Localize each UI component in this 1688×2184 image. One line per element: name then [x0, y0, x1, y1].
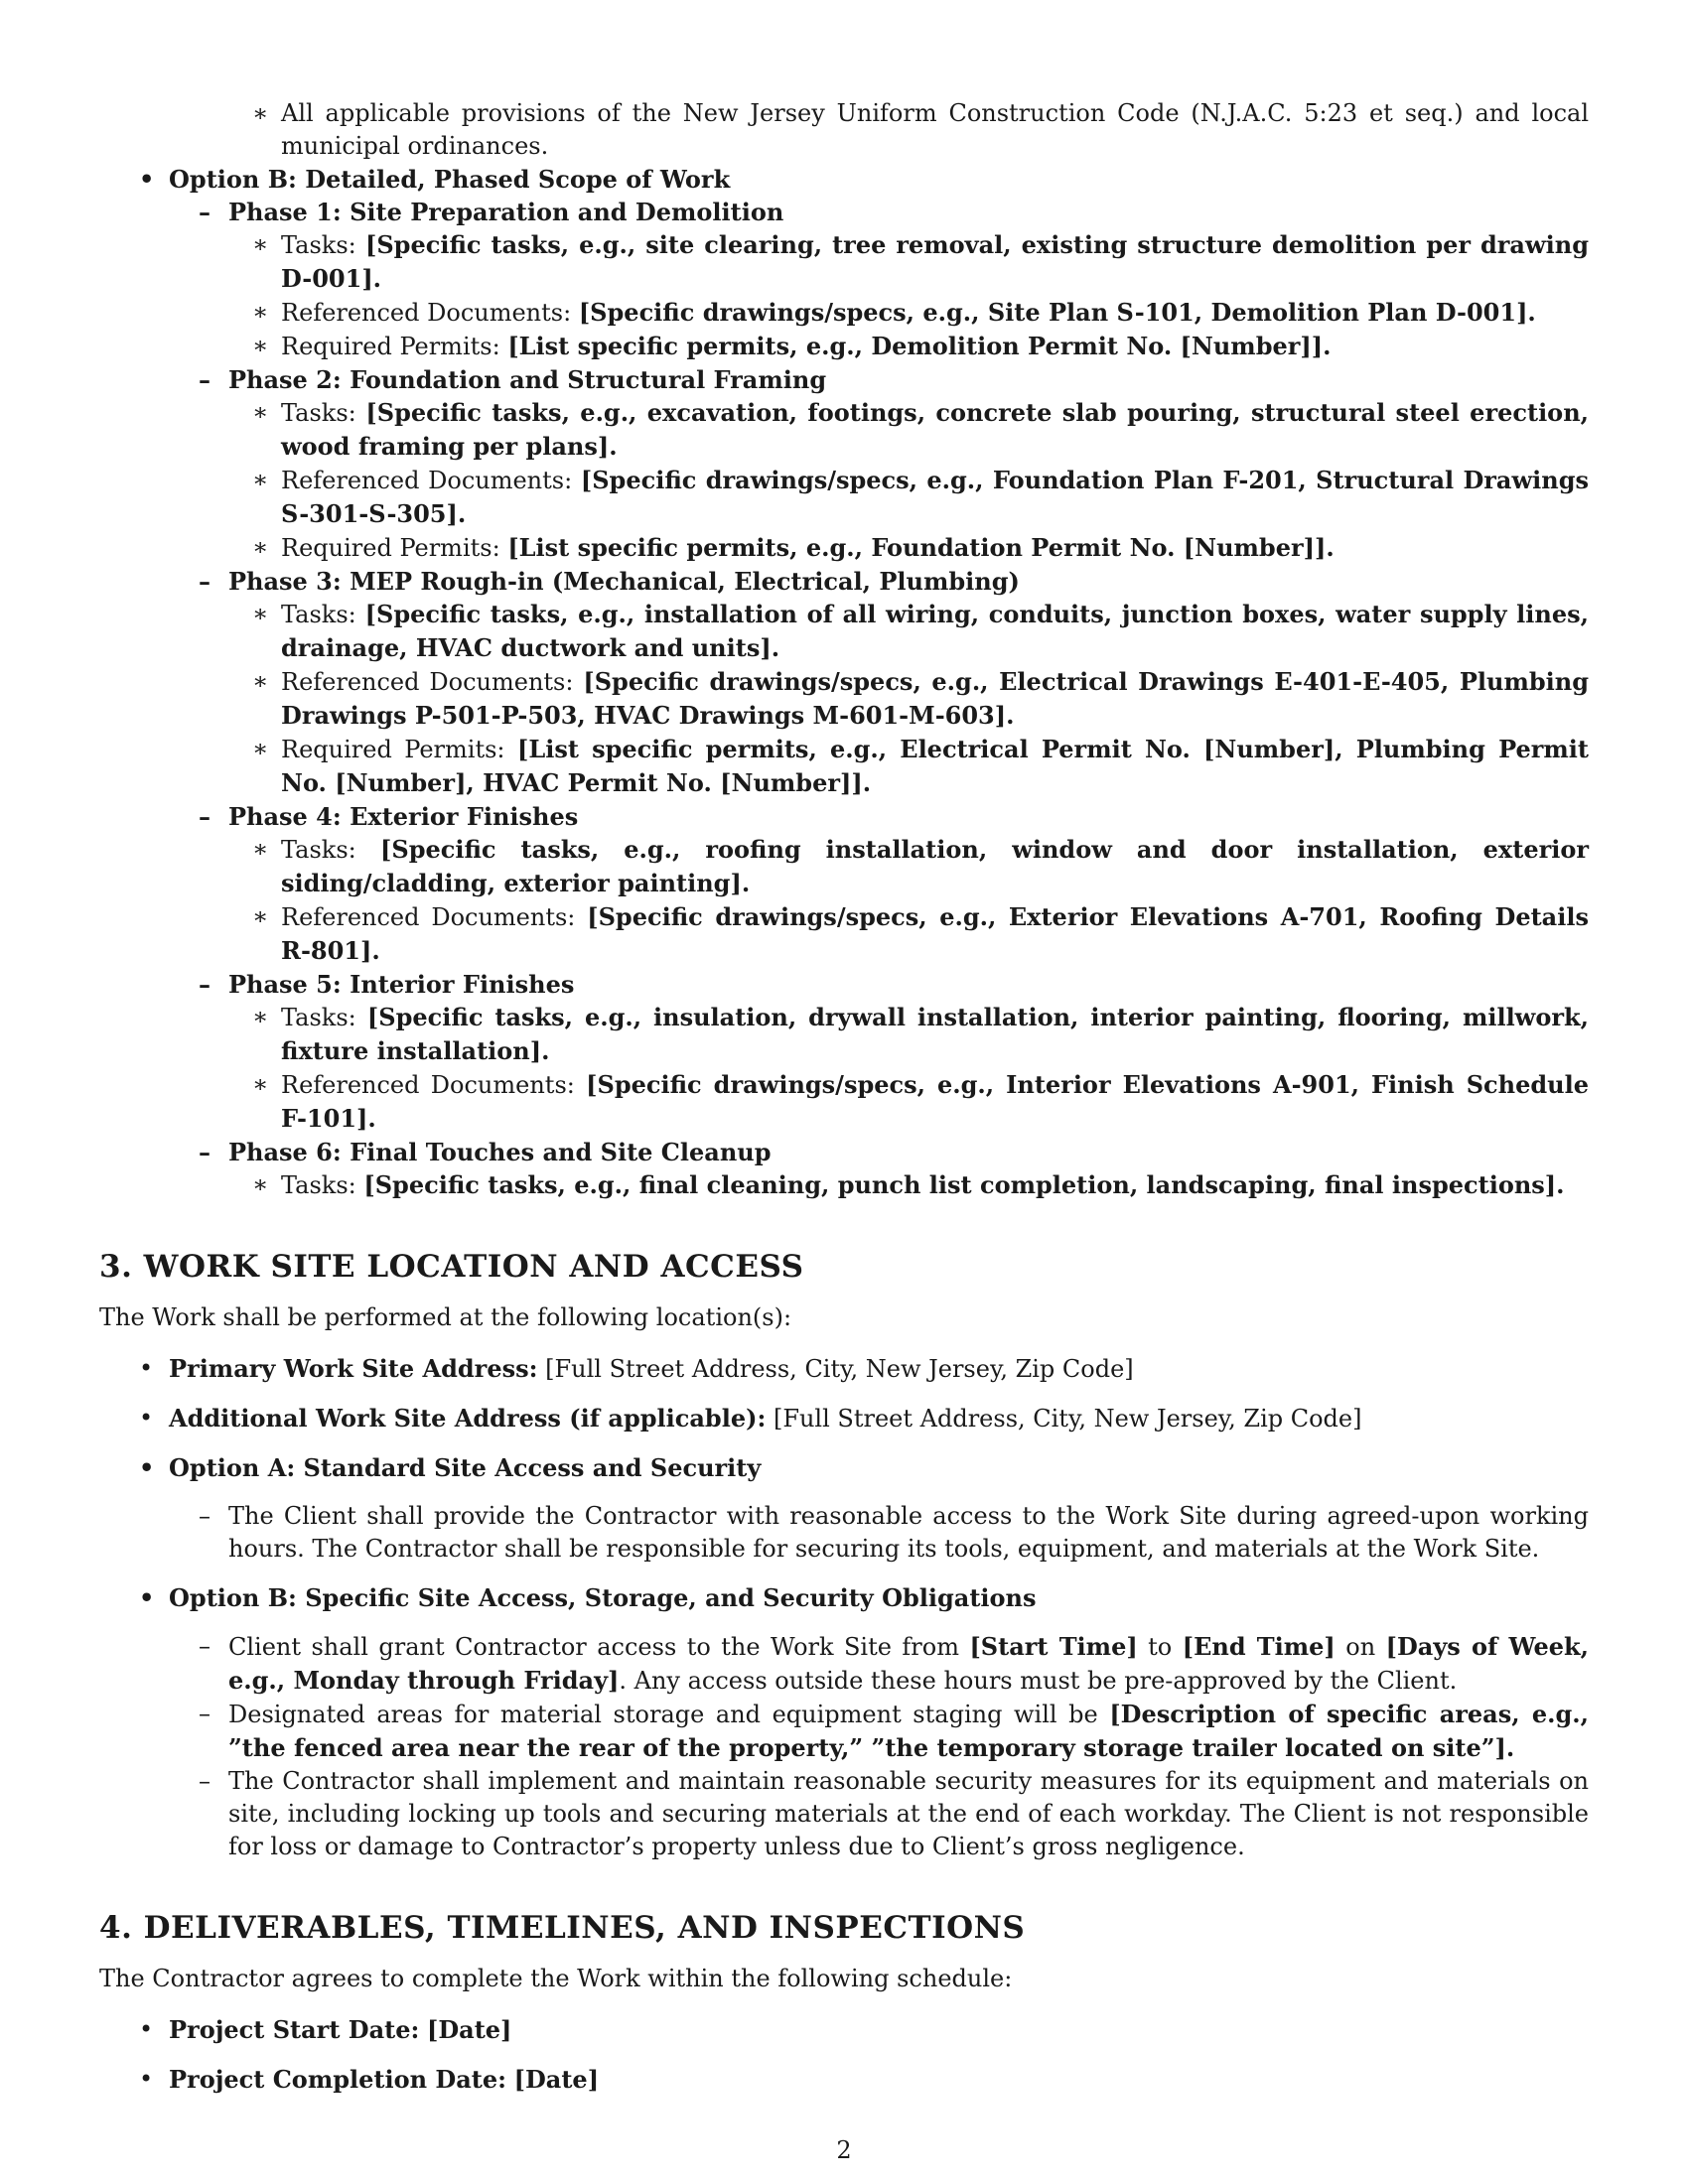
bullet-marker: •: [139, 1453, 155, 1482]
phase-item: [99, 1168, 1589, 1202]
phase-item: [99, 228, 1589, 296]
phase-item: [99, 900, 1589, 968]
phase-item-value: [List specific permits, e.g., Demolition Permit No. [Number]].: [507, 332, 1332, 360]
phase-item-label: Tasks:: [281, 399, 356, 427]
phase-item-label: Required Permits:: [281, 333, 500, 360]
phase-item: [99, 531, 1589, 565]
phase-item: [99, 464, 1589, 531]
phase-item: [99, 296, 1589, 330]
dash-marker: –: [199, 198, 211, 226]
star-marker: ∗: [252, 466, 269, 493]
list-item-completion-date: • Project Completion Date: [Date]: [139, 2065, 600, 2094]
phase-item-label: Tasks:: [281, 231, 356, 259]
phase-item: [99, 665, 1589, 733]
bullet-marker: •: [139, 165, 155, 194]
phase-item-label: Required Permits:: [281, 534, 500, 562]
phase-item-label: Referenced Documents:: [281, 299, 572, 327]
bullet-marker: •: [139, 2065, 154, 2093]
dash-marker: –: [199, 1138, 211, 1166]
phase-item-value: [Specific tasks, e.g., installation of all wiring, conduits, junction boxes, water supply lines, drainage, HVAC ductwork and units].: [281, 600, 1589, 662]
section-3-heading: 3. WORK SITE LOCATION AND ACCESS: [99, 1249, 804, 1285]
phase-item-value: [Specific drawings/specs, e.g., Site Plan S-101, Demolition Plan D-001].: [578, 298, 1536, 327]
option-b-security-item: – The Contractor shall implement and maintain reasonable security measures for its equipment and materials on site, including locking up tools and securing materials at the end of each workday. The Client is not responsible for loss or damage to Contractor’s property unless due to Client’s gross negligence.: [199, 1767, 1589, 1860]
option-b-access-title: • Option B: Specific Site Access, Storage, and Security Obligations: [139, 1583, 1037, 1612]
phase-title: – Phase 5: Interior Finishes: [199, 970, 575, 999]
section-4-intro: The Contractor agrees to complete the Work within the following schedule:: [99, 1965, 1013, 1992]
star-marker: ∗: [252, 1170, 269, 1198]
star-marker: ∗: [252, 1003, 269, 1030]
phase-item-value: [Specific tasks, e.g., site clearing, tree removal, existing structure demolition per drawing D-001].: [281, 230, 1589, 293]
page-number: 2: [836, 2136, 852, 2164]
dash-marker: –: [199, 970, 211, 999]
star-marker: ∗: [252, 533, 269, 561]
phase-item-label: Referenced Documents:: [281, 467, 573, 494]
bullet-marker: •: [139, 1583, 155, 1612]
phase-item: [99, 833, 1589, 900]
phase-title: – Phase 2: Foundation and Structural Framing: [199, 365, 827, 394]
option-b-storage-item: – Designated areas for material storage and equipment staging will be [Description of specific areas, e.g., ”the fenced area near the rear of the property,” ”the temporary storage trailer located on site”].: [199, 1700, 1590, 1762]
phase-item-label: Referenced Documents:: [281, 668, 574, 696]
phase-item-value: [Specific tasks, e.g., excavation, footings, concrete slab pouring, structural steel erection, wood framing per plans].: [281, 398, 1589, 461]
phase-item-value: [Specific tasks, e.g., final cleaning, punch list completion, landscaping, final inspections].: [363, 1170, 1565, 1199]
option-b-scope-title: • Option B: Detailed, Phased Scope of Work: [139, 165, 731, 194]
dash-marker: –: [199, 365, 211, 394]
option-b-access-item: – Client shall grant Contractor access to the Work Site from [Start Time] to [End Time] on [Days of Week, e.g., Monday through Friday]. Any access outside these hours must be pre-approved by the Client.: [199, 1632, 1590, 1695]
dash-marker: –: [199, 1502, 211, 1530]
dash-marker: –: [199, 1700, 211, 1727]
star-marker: ∗: [252, 99, 269, 127]
star-marker: ∗: [252, 398, 269, 426]
phase-item-label: Referenced Documents:: [281, 903, 576, 931]
item-text: All applicable provisions of the New Jersey Uniform Construction Code (N.J.A.C. 5:23 et seq.) and local municipal ordinances.: [281, 99, 1589, 160]
star-marker: ∗: [252, 600, 269, 627]
phase-title: – Phase 6: Final Touches and Site Cleanup: [199, 1138, 772, 1166]
star-marker: ∗: [252, 735, 269, 762]
star-marker: ∗: [252, 332, 269, 359]
phase-item-label: Tasks:: [281, 836, 356, 864]
phase-item: [99, 1001, 1589, 1068]
bullet-marker: •: [139, 1354, 154, 1382]
star-marker: ∗: [252, 902, 269, 930]
phase-item-value: [Specific drawings/specs, e.g., Electrical Drawings E-401-E-405, Plumbing Drawings P-501-P-503, HVAC Drawings M-601-M-603].: [281, 667, 1589, 730]
star-marker: ∗: [252, 667, 269, 695]
phase-title: – Phase 4: Exterior Finishes: [199, 802, 579, 831]
phase-item-label: Tasks:: [281, 1004, 356, 1031]
phase-item-value: [Specific drawings/specs, e.g., Foundation Plan F-201, Structural Drawings S-301-S-305].: [281, 466, 1589, 528]
list-item-additional-address: • Additional Work Site Address (if applicable): [Full Street Address, City, New Jersey, Zip Code]: [139, 1404, 1362, 1433]
phase-item: [99, 330, 1589, 363]
phase-item-value: [Specific drawings/specs, e.g., Interior Elevations A-901, Finish Schedule F-101].: [281, 1070, 1589, 1133]
phase-item: [99, 1068, 1589, 1136]
phase-item-label: Tasks:: [281, 1171, 356, 1199]
phase-item-label: Required Permits:: [281, 736, 505, 763]
star-marker: ∗: [252, 835, 269, 863]
phase-item-value: [Specific tasks, e.g., roofing installation, window and door installation, exterior siding/cladding, exterior painting].: [281, 835, 1590, 897]
dash-marker: –: [199, 1767, 211, 1795]
phase-item-label: Tasks:: [281, 601, 356, 628]
star-marker: ∗: [252, 230, 269, 258]
section-4-heading: 4. DELIVERABLES, TIMELINES, AND INSPECTIONS: [99, 1910, 1026, 1946]
option-a-title: • Option A: Standard Site Access and Security: [139, 1453, 762, 1482]
list-item: [99, 97, 1589, 163]
dash-marker: –: [199, 802, 211, 831]
bullet-marker: •: [139, 1404, 154, 1432]
star-marker: ∗: [252, 1070, 269, 1098]
dash-marker: –: [199, 1632, 211, 1660]
phase-title: – Phase 1: Site Preparation and Demolition: [199, 198, 784, 226]
list-item-primary-address: • Primary Work Site Address: [Full Street Address, City, New Jersey, Zip Code]: [139, 1354, 1134, 1383]
star-marker: ∗: [252, 298, 269, 326]
phase-item-value: [Specific tasks, e.g., insulation, drywall installation, interior painting, flooring, millwork, fixture installation].: [281, 1003, 1589, 1065]
dash-marker: –: [199, 567, 211, 596]
list-item-start-date: • Project Start Date: [Date]: [139, 2015, 512, 2044]
bullet-marker: •: [139, 2015, 154, 2043]
phase-item-label: Referenced Documents:: [281, 1071, 575, 1099]
section-3-intro: The Work shall be performed at the following location(s):: [99, 1303, 792, 1331]
phase-item: [99, 733, 1589, 800]
phase-item-value: [List specific permits, e.g., Electrical Permit No. [Number], Plumbing Permit No. [Number], HVAC Permit No. [Number]].: [281, 735, 1589, 797]
phase-item: [99, 598, 1589, 665]
phase-item-value: [List specific permits, e.g., Foundation Permit No. [Number]].: [507, 533, 1335, 562]
phase-item-value: [Specific drawings/specs, e.g., Exterior Elevations A-701, Roofing Details R-801].: [281, 902, 1589, 965]
phase-title: – Phase 3: MEP Rough-in (Mechanical, Electrical, Plumbing): [199, 567, 1020, 596]
option-a-text: – The Client shall provide the Contractor with reasonable access to the Work Site during agreed-upon working hours. The Contractor shall be responsible for securing its tools, equipment, and materials at the Work Site.: [199, 1502, 1589, 1563]
phase-list: [99, 196, 1589, 1202]
document-page: [99, 97, 1589, 2097]
phase-item: [99, 396, 1589, 464]
